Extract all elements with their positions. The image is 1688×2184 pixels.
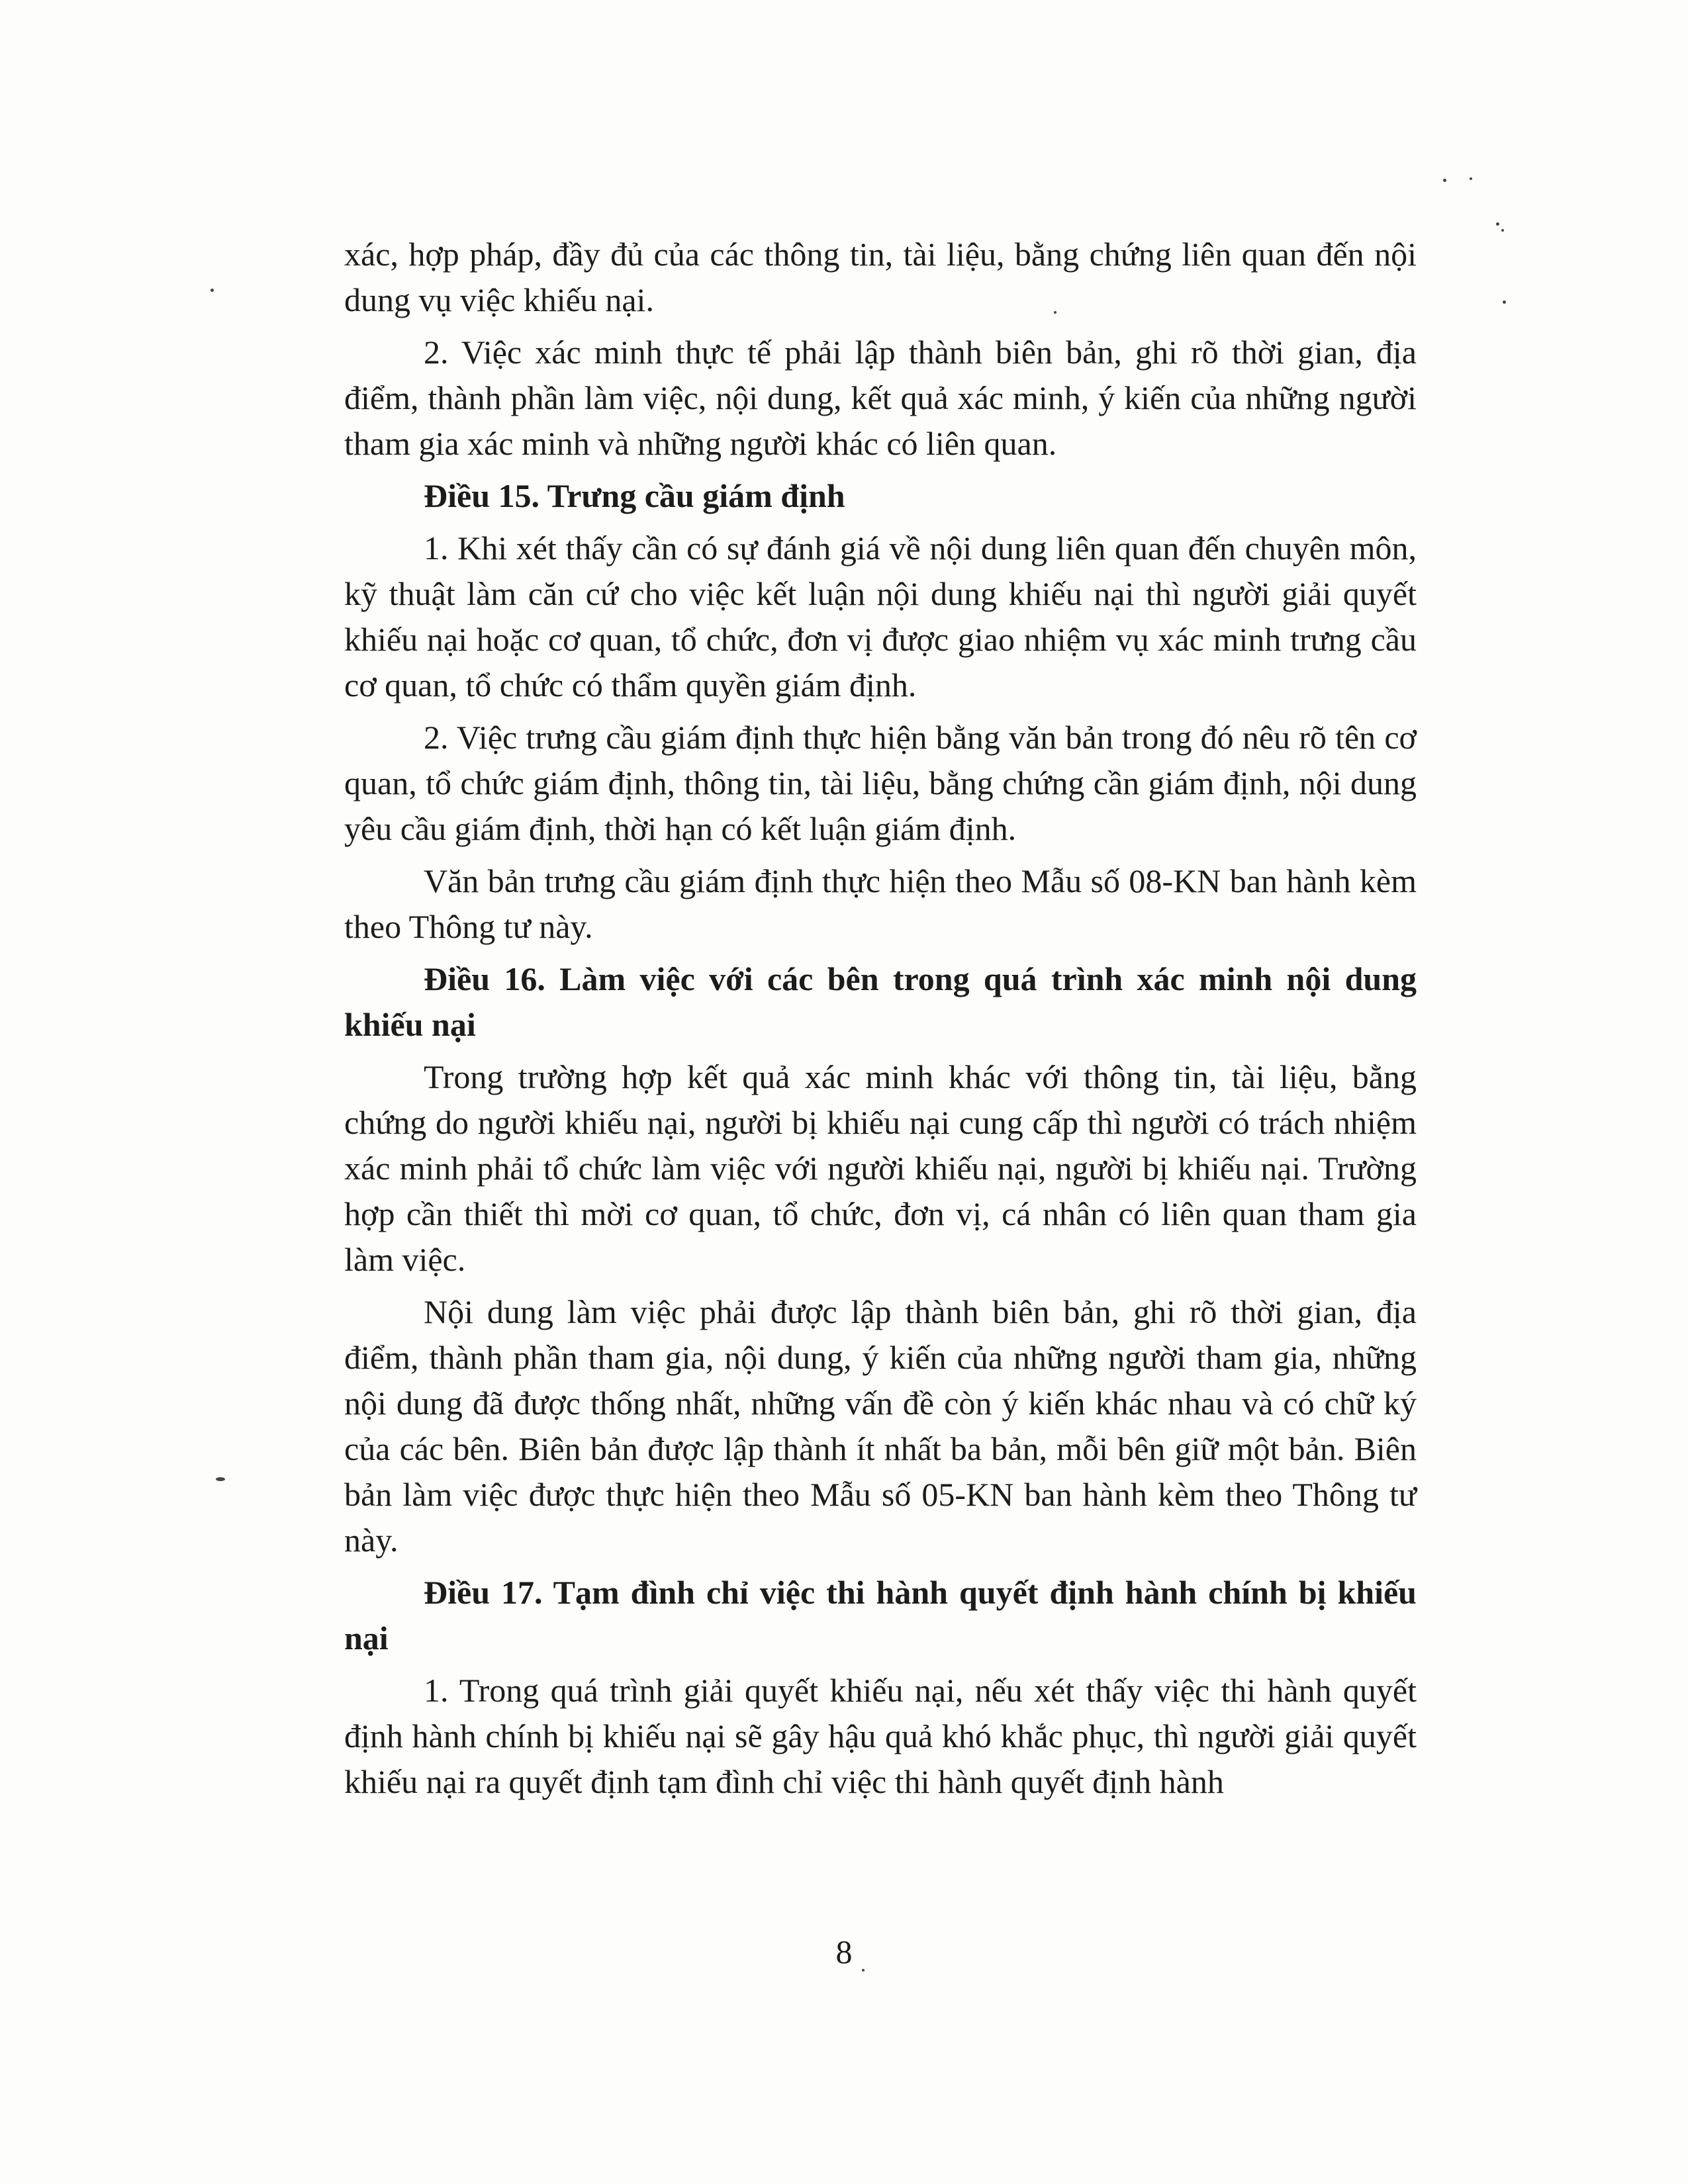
page-number: 8 bbox=[835, 1933, 853, 1970]
article-15-clause-2: 2. Việc trưng cầu giám định thực hiện bằng văn bản trong đó nêu rõ tên cơ quan, tổ chức giám định, thông tin, tài liệu, bằng chứng cần giám định, nội dung yêu cầu giám định, thời hạn có kết luận giám định. bbox=[344, 719, 1417, 847]
paragraph-continuation: xác, hợp pháp, đầy đủ của các thông tin, tài liệu, bằng chứng liên quan đến nội dung vụ việc khiếu nại. bbox=[344, 236, 1417, 318]
scan-speck bbox=[1470, 177, 1472, 180]
scan-speck bbox=[1503, 300, 1506, 304]
scan-speck bbox=[862, 1969, 865, 1972]
article-17-clause-1: 1. Trong quá trình giải quyết khiếu nại, nếu xét thấy việc thi hành quyết định hành chính bị khiếu nại sẽ gây hậu quả khó khắc phục, thì người giải quyết khiếu nại ra quyết định tạm đình chỉ việc thi hành quyết định hành bbox=[344, 1672, 1417, 1800]
article-15-heading: Điều 15. Trưng cầu giám định bbox=[424, 477, 845, 514]
article-16-heading: Điều 16. Làm việc với các bên trong quá trình xác minh nội dung khiếu nại bbox=[344, 960, 1417, 1043]
scan-speck bbox=[1501, 229, 1504, 232]
scan-speck bbox=[216, 1477, 225, 1481]
article-17-heading: Điều 17. Tạm đình chỉ việc thi hành quyết định hành chính bị khiếu nại bbox=[344, 1574, 1417, 1657]
paragraph-verification-record: 2. Việc xác minh thực tế phải lập thành biên bản, ghi rõ thời gian, địa điểm, thành phần làm việc, nội dung, kết quả xác minh, ý kiến của những người tham gia xác minh và những người khác có liên quan. bbox=[344, 334, 1417, 462]
scan-speck bbox=[1443, 179, 1446, 182]
article-15-form-note: Văn bản trưng cầu giám định thực hiện theo Mẫu số 08-KN ban hành kèm theo Thông tư này. bbox=[344, 862, 1417, 945]
article-16-paragraph-1: Trong trường hợp kết quả xác minh khác với thông tin, tài liệu, bằng chứng do người khiếu nại, người bị khiếu nại cung cấp thì người có trách nhiệm xác minh phải tổ chức làm việc với người khiếu nại, người bị khiếu nại. Trường hợp cần thiết thì mời cơ quan, tổ chức, đơn vị, cá nhân có liên quan tham gia làm việc. bbox=[344, 1058, 1417, 1278]
article-15-clause-1: 1. Khi xét thấy cần có sự đánh giá về nội dung liên quan đến chuyên môn, kỹ thuật làm căn cứ cho việc kết luận nội dung khiếu nại thì người giải quyết khiếu nại hoặc cơ quan, tổ chức, đơn vị được giao nhiệm vụ xác minh trưng cầu cơ quan, tổ chức có thẩm quyền giám định. bbox=[344, 529, 1417, 704]
scan-speck bbox=[1496, 222, 1499, 226]
scan-speck bbox=[211, 289, 214, 292]
article-16-paragraph-2: Nội dung làm việc phải được lập thành biên bản, ghi rõ thời gian, địa điểm, thành phần tham gia, nội dung, ý kiến của những người tham gia, những nội dung đã được thống nhất, những vấn đề còn ý kiến khác nhau và có chữ ký của các bên. Biên bản được lập thành ít nhất ba bản, mỗi bên giữ một bản. Biên bản làm việc được thực hiện theo Mẫu số 05-KN ban hành kèm theo Thông tư này. bbox=[344, 1293, 1417, 1559]
page-body bbox=[344, 232, 1417, 1811]
scan-speck bbox=[1054, 311, 1056, 314]
